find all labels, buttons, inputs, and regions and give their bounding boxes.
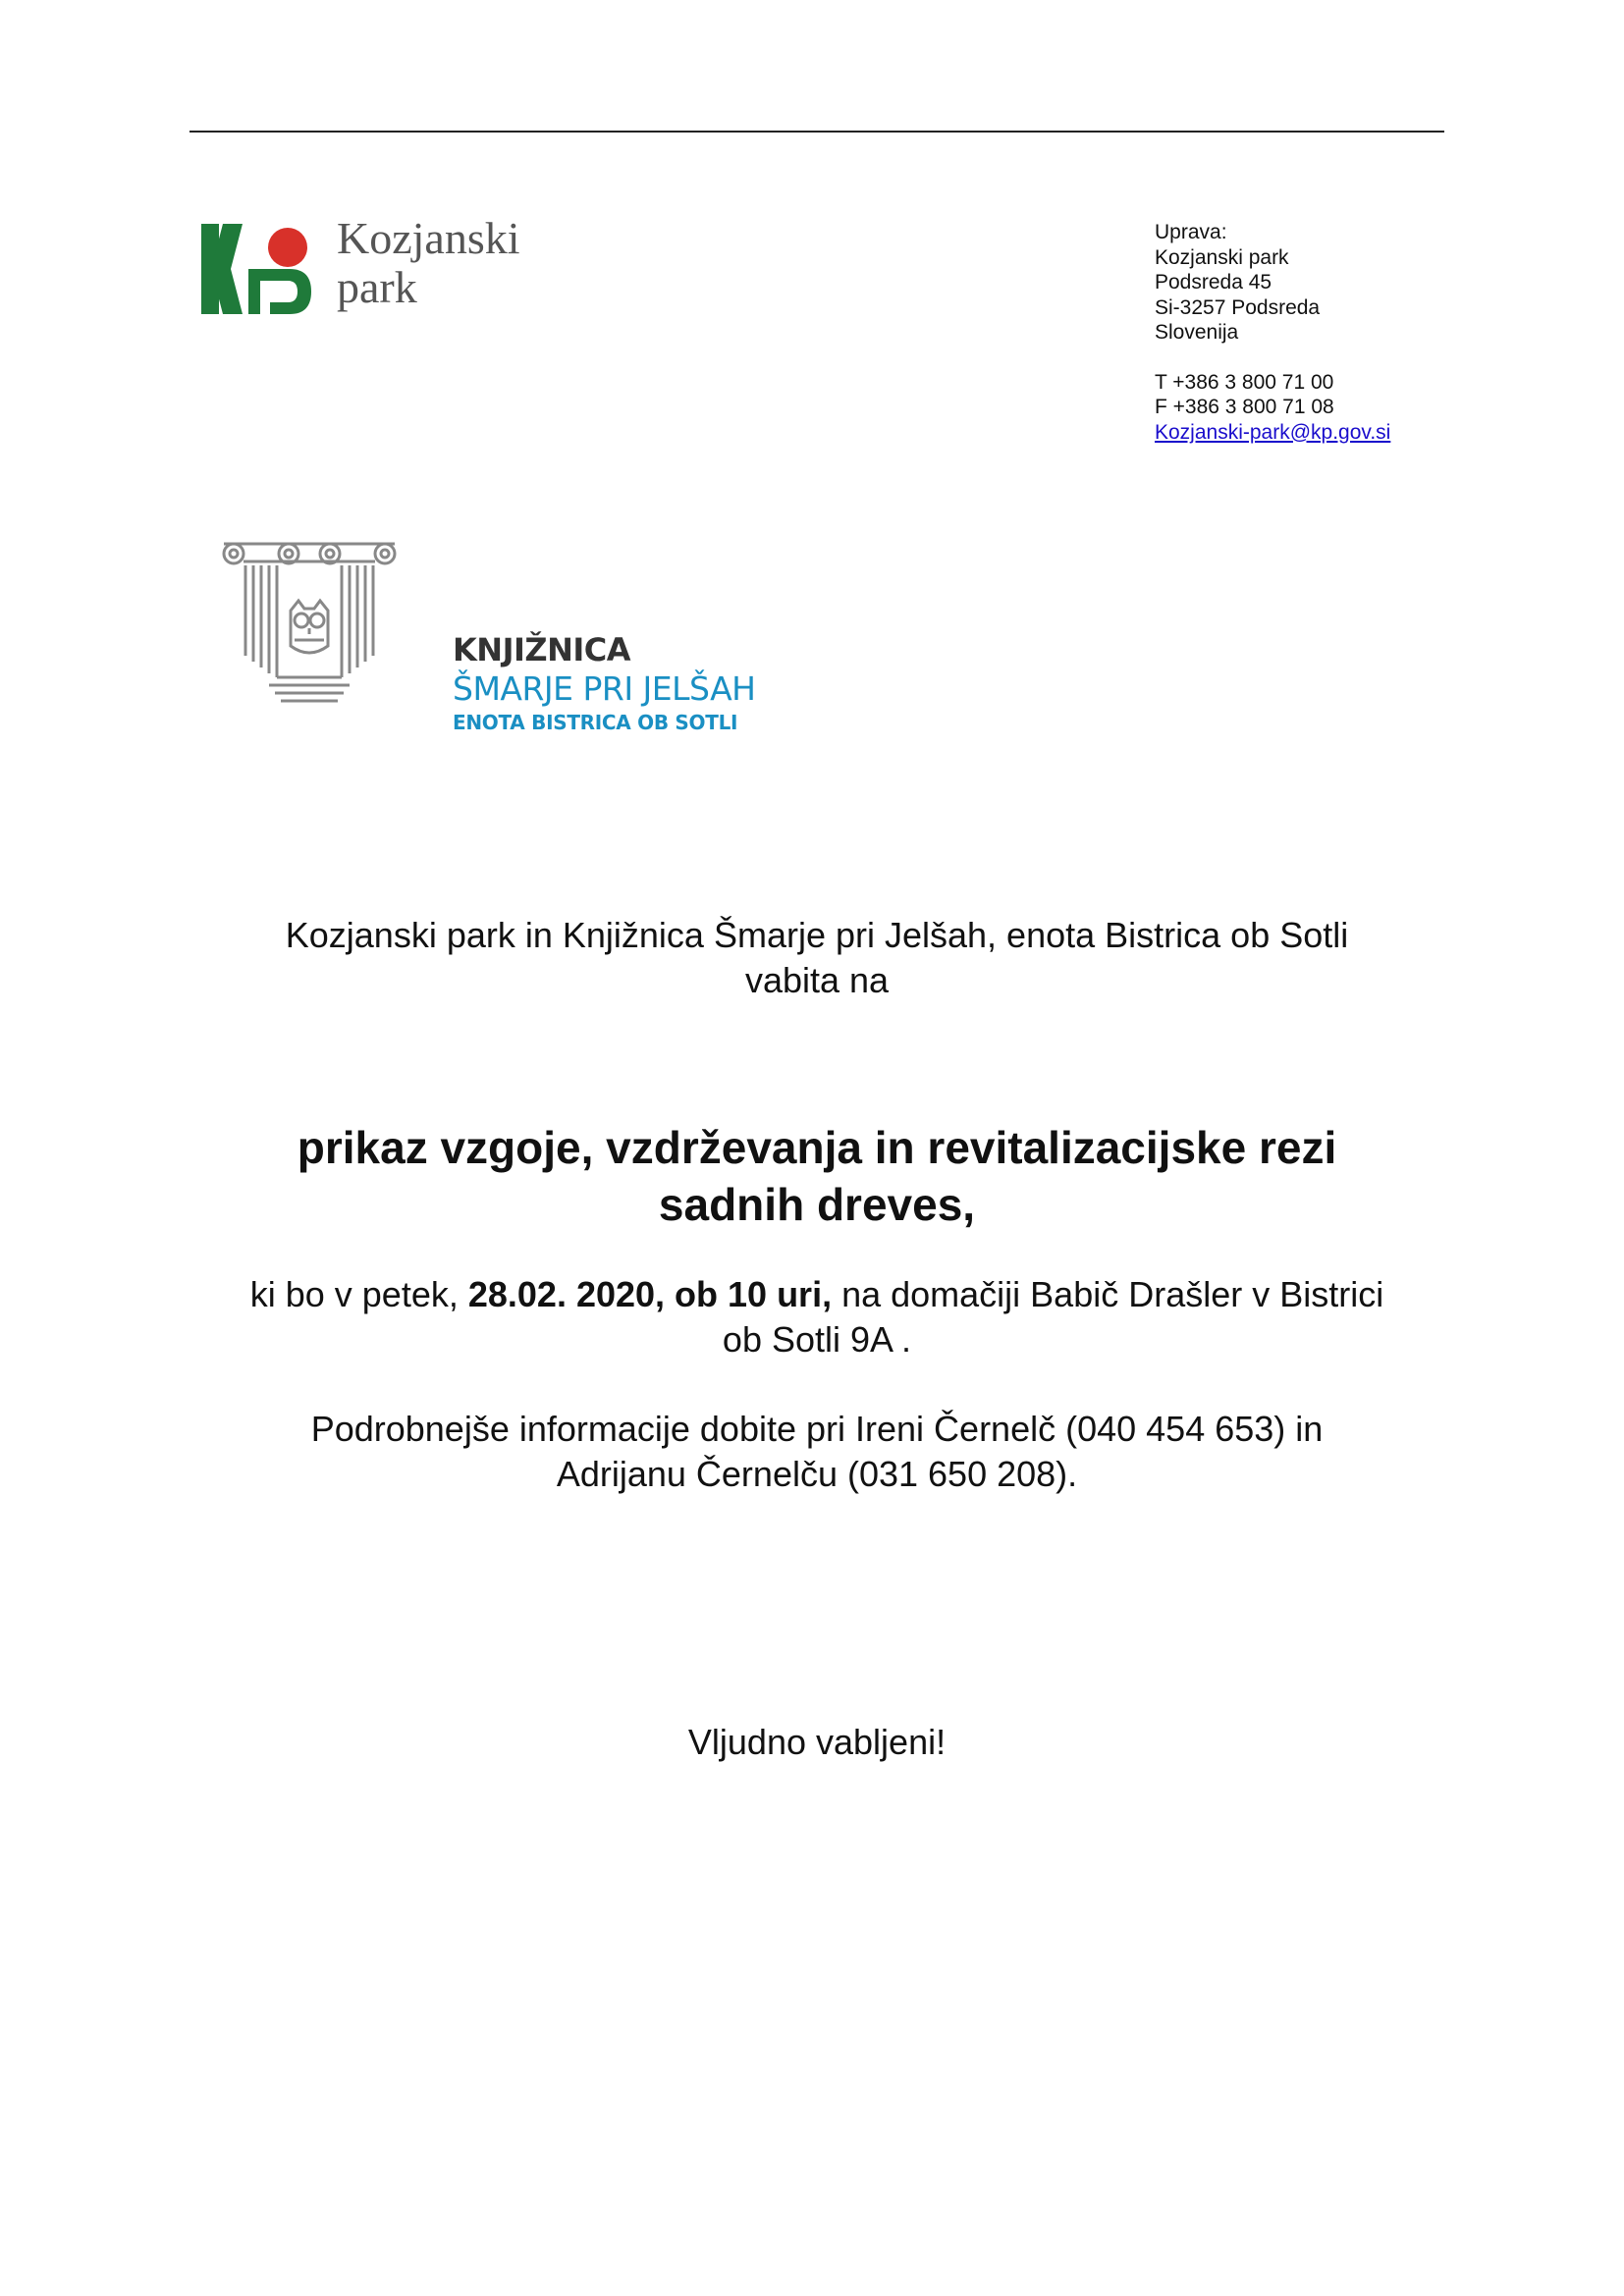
address-line-1: Kozjanski park [1155, 245, 1289, 269]
address-label: Uprava: [1155, 221, 1227, 243]
library-logo [220, 538, 789, 749]
kp-logo-mark-icon [201, 224, 311, 314]
logo-word-park: park [337, 262, 417, 312]
address-line-2: Podsreda 45 [1155, 271, 1272, 294]
event-title [189, 1119, 1444, 1233]
event-details [189, 1272, 1444, 1362]
closing-greeting: Vljudno vabljeni! [687, 1722, 947, 1762]
event-date-time: 28.02. 2020, ob 10 uri, [467, 1274, 833, 1314]
contact-line-2: Adrijanu Černelču (031 650 208). [556, 1454, 1078, 1494]
email-link[interactable]: Kozjanski-park@kp.gov.si [1155, 420, 1391, 444]
top-rule [189, 131, 1444, 133]
logo-word-kozjanski: Kozjanski [337, 213, 520, 263]
event-title-line-2: sadnih dreves, [658, 1179, 976, 1230]
contact-line-1: Podrobnejše informacije dobite pri Ireni Černelč (040 454 653) in [310, 1409, 1324, 1449]
kozjanski-park-logo [201, 214, 535, 322]
library-location: ŠMARJE PRI JELŠAH [453, 669, 756, 708]
library-column-owl-icon [220, 538, 402, 705]
invitation-intro [189, 913, 1444, 1003]
address-block [1155, 220, 1390, 445]
intro-line-2: vabita na [744, 960, 890, 1000]
phone-number: T +386 3 800 71 00 [1155, 370, 1334, 394]
details-location: na domačiji Babič Drašler v Bistrici [832, 1274, 1384, 1314]
event-title-line-1: prikaz vzgoje, vzdrževanja in revitalizacijske rezi [297, 1122, 1337, 1173]
library-unit: ENOTA BISTRICA OB SOTLI [453, 711, 738, 734]
address-line-3: Si-3257 Podsreda [1155, 295, 1321, 319]
details-line-2: ob Sotli 9A . [722, 1319, 912, 1360]
contact-info [189, 1407, 1444, 1497]
address-line-4: Slovenija [1155, 321, 1239, 344]
details-prefix: ki bo v petek, [249, 1274, 468, 1314]
fax-number: F +386 3 800 71 08 [1155, 396, 1334, 418]
library-name: KNJIŽNICA [453, 631, 631, 668]
intro-line-1: Kozjanski park in Knjižnica Šmarje pri Jelšah, enota Bistrica ob Sotli [285, 915, 1349, 955]
